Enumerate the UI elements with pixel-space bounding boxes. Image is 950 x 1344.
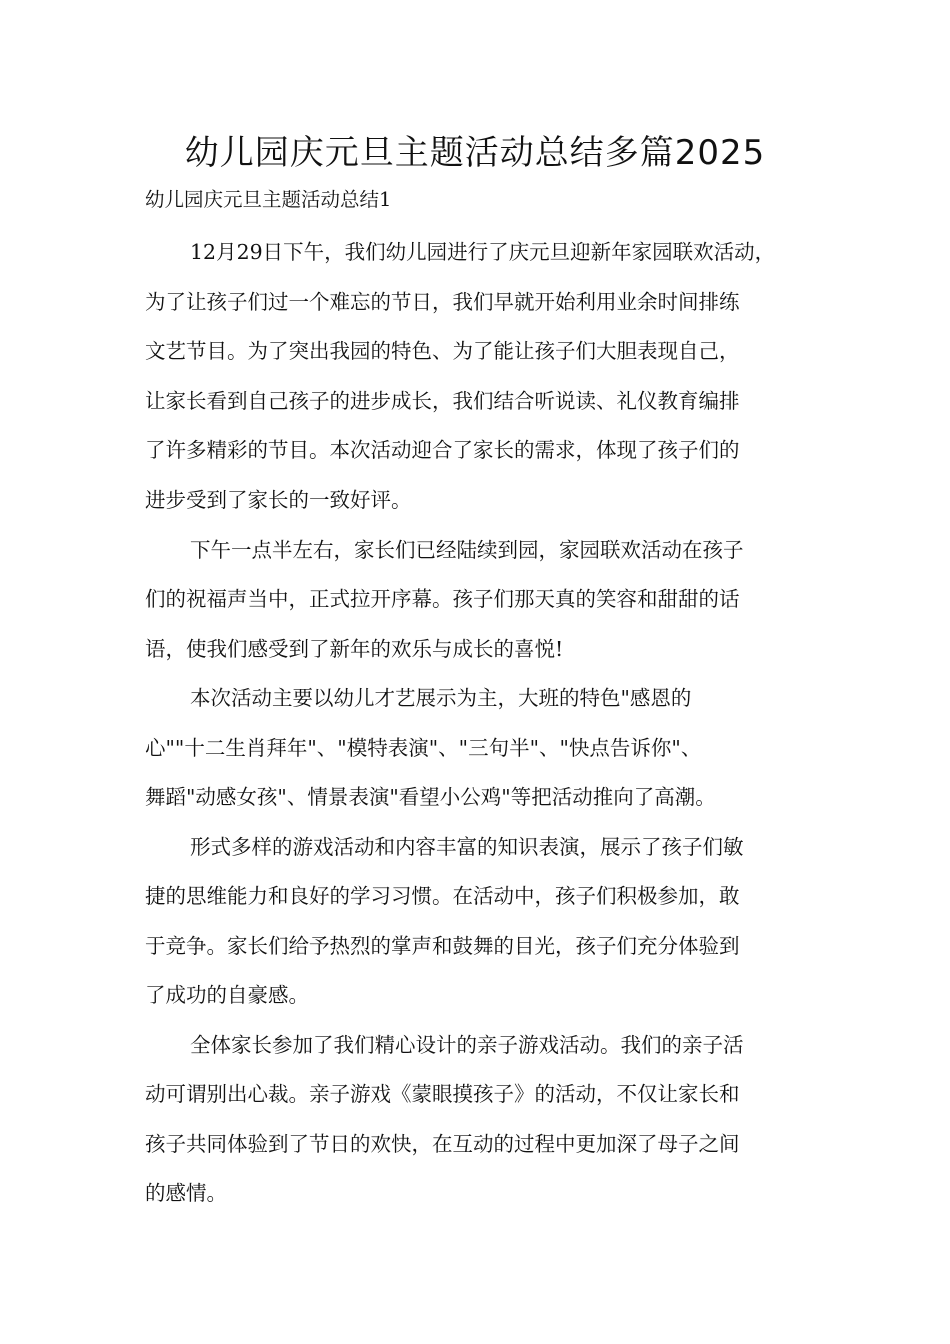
paragraph-line: 了成功的自豪感。: [145, 983, 309, 1007]
paragraph-line: 于竞争。家长们给予热烈的掌声和鼓舞的目光，孩子们充分体验到: [145, 934, 740, 958]
paragraph-line: 们的祝福声当中，正式拉开序幕。孩子们那天真的笑容和甜甜的话: [145, 587, 740, 611]
paragraph-line: 孩子共同体验到了节日的欢快，在互动的过程中更加深了母子之间: [145, 1132, 740, 1156]
paragraph-line: 为了让孩子们过一个难忘的节日，我们早就开始利用业余时间排练: [145, 290, 740, 314]
document-title: 幼儿园庆元旦主题活动总结多篇2025: [184, 133, 766, 173]
paragraph-line: 形式多样的游戏活动和内容丰富的知识表演，展示了孩子们敏: [190, 835, 744, 859]
paragraph-line: 了许多精彩的节目。本次活动迎合了家长的需求，体现了孩子们的: [145, 438, 740, 462]
paragraph-line: 本次活动主要以幼儿才艺展示为主，大班的特色"感恩的: [190, 686, 692, 710]
paragraph-line: 动可谓别出心裁。亲子游戏《蒙眼摸孩子》的活动，不仅让家长和: [145, 1082, 740, 1106]
paragraph-line: 让家长看到自己孩子的进步成长，我们结合听说读、礼仪教育编排: [145, 389, 740, 413]
paragraph-line: 舞蹈"动感女孩"、情景表演"看望小公鸡"等把活动推向了高潮。: [145, 785, 716, 809]
paragraph-line: 语，使我们感受到了新年的欢乐与成长的喜悦!: [145, 637, 564, 661]
paragraph-line: 的感情。: [145, 1181, 227, 1205]
paragraph-line: 下午一点半左右，家长们已经陆续到园，家园联欢活动在孩子: [190, 538, 744, 562]
paragraph-line: 12月29日下午，我们幼儿园进行了庆元旦迎新年家园联欢活动，: [190, 240, 776, 264]
paragraph-line: 文艺节目。为了突出我园的特色、为了能让孩子们大胆表现自己，: [145, 339, 740, 363]
paragraph-line: 全体家长参加了我们精心设计的亲子游戏活动。我们的亲子活: [190, 1033, 744, 1057]
paragraph-line: 进步受到了家长的一致好评。: [145, 488, 412, 512]
paragraph-line: 心""十二生肖拜年"、"模特表演"、"三句半"、"快点告诉你"、: [145, 736, 702, 760]
section-heading: 幼儿园庆元旦主题活动总结1: [145, 188, 392, 211]
paragraph-line: 捷的思维能力和良好的学习习惯。在活动中，孩子们积极参加，敢: [145, 884, 740, 908]
